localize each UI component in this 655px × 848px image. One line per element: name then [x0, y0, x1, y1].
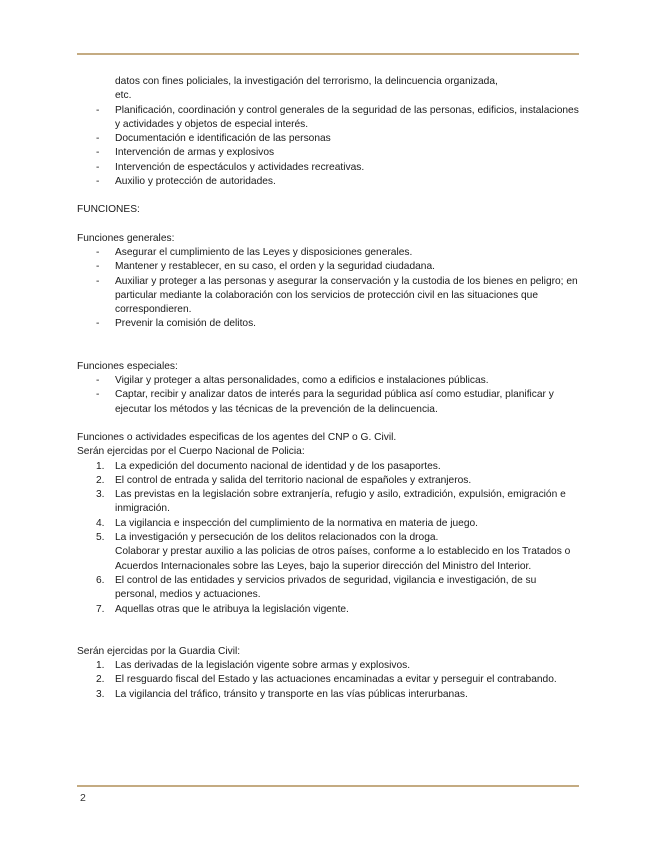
cnp-heading: Serán ejercidas por el Cuerpo Nacional de Policia:: [77, 446, 305, 458]
list-item: - Documentación e identificación de las personas: [77, 132, 581, 146]
list-item: - Asegurar el cumplimiento de las Leyes y disposiciones generales.: [77, 246, 581, 260]
especiales-heading: Funciones especiales:: [77, 360, 178, 372]
list-item: - Mantener y restablecer, en su caso, el orden y la seguridad ciudadana.: [77, 260, 581, 274]
list-item: - Planificación, coordinación y control generales de la seguridad de las personas, edificios, instalaciones y actividades y objetos de especial interés.: [77, 104, 581, 133]
gc-list: [77, 659, 581, 702]
especificas-heading: Funciones o actividades especificas de los agentes del CNP o G. Civil.: [77, 431, 397, 443]
list-item: 2. El control de entrada y salida del territorio nacional de españoles y extranjeros.: [96, 474, 472, 486]
item-continuation: Colaborar y prestar auxilio a las policias de otros países, conforme a lo establecido en los Tratados o Acuerdos Internacionales sobre las Leyes, bajo la superior dirección del Ministro del Interior.: [115, 546, 571, 572]
list-item: - Captar, recibir y analizar datos de interés para la seguridad pública así como estudiar, planificar y ejecutar los métodos y las técnicas de la prevención de la delincuencia.: [77, 388, 581, 417]
footer-rule: [77, 785, 579, 787]
list-item: - Prevenir la comisión de delitos.: [77, 317, 581, 331]
generales-heading: Funciones generales:: [77, 232, 175, 244]
list-item: - Vigilar y proteger a altas personalidades, como a edificios e instalaciones públicas.: [77, 374, 581, 388]
cnp-list: [77, 460, 581, 617]
list-item: 7. Aquellas otras que le atribuya la legislación vigente.: [96, 603, 349, 615]
list-item: - Auxiliar y proteger a las personas y asegurar la conservación y la custodia de los bienes en peligro; en particular mediante la colaboración con los servicios de protección civil en las situaciones que correspondieren.: [77, 275, 581, 318]
continuation-line: datos con fines policiales, la investigación del terrorismo, la delincuencia organizada,: [115, 76, 498, 87]
funciones-heading: FUNCIONES:: [77, 204, 140, 216]
list-item: 6. El control de las entidades y servicios privados de seguridad, vigilancia e investigación, de su personal, medios y actuaciones.: [96, 574, 537, 601]
generales-list: [77, 246, 581, 332]
competencias-list: [77, 104, 581, 190]
list-item: 2. El resguardo fiscal del Estado y las actuaciones encaminadas a evitar y perseguir el contrabando.: [96, 674, 557, 686]
list-item: 4. La vigilancia e inspección del cumplimiento de la normativa en materia de juego.: [96, 517, 478, 529]
list-item: 3. La vigilancia del tráfico, tránsito y transporte en las vías públicas interurbanas.: [96, 688, 468, 700]
list-item: 5. La investigación y persecución de los delitos relacionados con la droga. Colaborar y prestar auxilio a las policias de otros países, conforme a lo establecido en los Tratados o Acuerdos Internacionales sobre las Leyes, bajo la superior dirección del Ministro del Interior.: [96, 532, 571, 572]
list-item: 1. Las derivadas de la legislación vigente sobre armas y explosivos.: [96, 660, 411, 672]
continuation-line: etc.: [115, 90, 132, 102]
list-item: 3. Las previstas en la legislación sobre extranjería, refugio y asilo, extradición, expulsión, emigración e inmigración.: [96, 489, 566, 515]
document-body: [77, 75, 581, 702]
page-number: 2: [80, 792, 86, 804]
list-item: 1. La expedición del documento nacional de identidad y de los pasaportes.: [96, 460, 441, 472]
gc-heading: Serán ejercidas por la Guardia Civil:: [77, 645, 241, 657]
especiales-list: [77, 374, 581, 417]
list-item: - Intervención de armas y explosivos: [77, 146, 581, 160]
list-item: - Intervención de espectáculos y actividades recreativas.: [77, 161, 581, 175]
list-item: - Auxilio y protección de autoridades.: [77, 175, 581, 189]
header-rule: [77, 53, 579, 55]
